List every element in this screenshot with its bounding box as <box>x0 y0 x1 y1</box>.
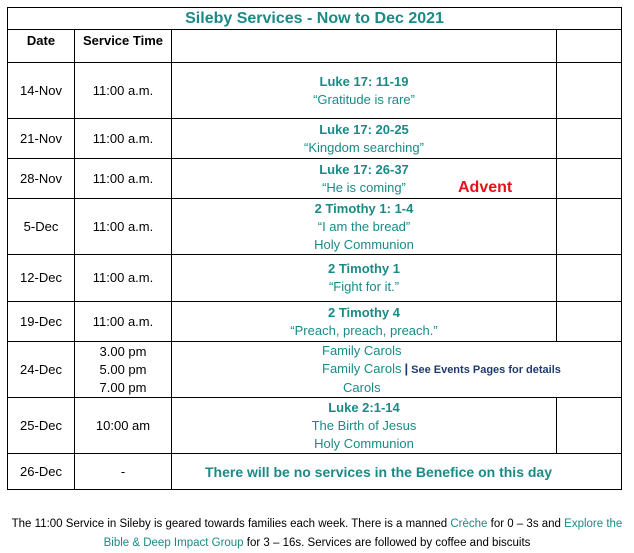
service-type: Holy Communion <box>314 435 414 451</box>
row-extra <box>557 302 622 342</box>
footer-text: The 11:00 Service in Sileby is geared towards families each week. There is a manned <box>11 518 451 530</box>
divider: | <box>404 361 409 376</box>
sermon-title: “Gratitude is rare” <box>313 91 415 107</box>
time-header: Service Time <box>75 30 172 63</box>
date-header: Date <box>8 30 75 63</box>
row-notice <box>172 454 622 490</box>
reading-reference: Luke 17: 11-19 <box>319 73 409 89</box>
reading-reference: 2 Timothy 1 <box>327 261 400 276</box>
row-time: 10:00 am <box>75 398 172 454</box>
sermon-title: “He is coming” <box>322 179 406 195</box>
reading-header <box>172 30 557 63</box>
row-extra <box>557 159 622 199</box>
row-date: 14-Nov <box>8 63 75 119</box>
sermon-title: “Fight for it.” <box>328 279 400 294</box>
row-reading <box>172 342 622 398</box>
table-row <box>8 454 622 490</box>
row-time: 11:00 a.m. <box>75 199 172 255</box>
row-reading <box>172 398 557 454</box>
row-reading <box>172 255 557 302</box>
no-services-notice: There will be no services in the Benefice on this day <box>205 463 552 480</box>
service-time: 7.00 pm <box>99 379 147 395</box>
row-date: 25-Dec <box>8 398 75 454</box>
service-type: Holy Communion <box>314 236 414 252</box>
footer-text: for 3 – 16s. Services are followed by coffee and biscuits <box>243 537 531 549</box>
sermon-title: “I am the bread” <box>317 218 411 234</box>
table-row <box>8 302 622 342</box>
table-row <box>8 255 622 302</box>
row-extra <box>557 119 622 159</box>
row-times <box>75 342 172 398</box>
row-time: 11:00 a.m. <box>75 63 172 119</box>
row-date: 26-Dec <box>8 454 75 490</box>
services-table <box>7 7 622 490</box>
row-extra <box>557 398 622 454</box>
sermon-title: “Preach, preach, preach.” <box>290 322 438 338</box>
service-time: 5.00 pm <box>99 361 147 377</box>
creche-link[interactable]: Crèche <box>450 518 488 530</box>
sermon-title: The Birth of Jesus <box>311 417 417 433</box>
row-extra <box>557 63 622 119</box>
service-type: Family Carols <box>322 361 402 376</box>
reading-reference: Luke 17: 20-25 <box>319 121 409 137</box>
table-row <box>8 119 622 159</box>
sermon-title: “Kingdom searching” <box>304 139 424 155</box>
service-type: Carols <box>343 380 381 395</box>
footer-note <box>0 515 634 553</box>
title-row <box>8 8 622 30</box>
reading-reference: Luke 2:1-14 <box>328 399 400 415</box>
explore-group-link[interactable]: Explore the Bible & Deep Impact Group <box>103 518 623 549</box>
table-row <box>8 159 622 199</box>
row-time: - <box>75 454 172 490</box>
row-time: 11:00 a.m. <box>75 302 172 342</box>
advent-label: Advent <box>458 179 513 196</box>
header-row <box>8 30 622 63</box>
row-extra <box>557 255 622 302</box>
reading-reference: Luke 17: 26-37 <box>319 161 409 177</box>
row-reading <box>172 63 557 119</box>
row-reading <box>172 119 557 159</box>
table-row <box>8 342 622 398</box>
table-row <box>8 398 622 454</box>
service-line-with-note <box>322 360 621 379</box>
reading-reference: 2 Timothy 1: 1-4 <box>314 200 414 216</box>
row-time: 11:00 a.m. <box>75 119 172 159</box>
row-date: 21-Nov <box>8 119 75 159</box>
service-type: Family Carols <box>322 343 402 358</box>
extra-header <box>557 30 622 63</box>
row-reading <box>172 159 557 199</box>
events-link[interactable]: See Events Pages for details <box>411 364 561 376</box>
row-reading <box>172 302 557 342</box>
table-row <box>8 63 622 119</box>
reading-reference: 2 Timothy 4 <box>327 304 400 320</box>
row-reading <box>172 199 557 255</box>
row-date: 19-Dec <box>8 302 75 342</box>
row-date: 5-Dec <box>8 199 75 255</box>
row-date: 12-Dec <box>8 255 75 302</box>
service-time: 3.00 pm <box>99 343 147 359</box>
footer-text: for 0 – 3s and <box>487 518 565 530</box>
row-extra <box>557 199 622 255</box>
row-date: 24-Dec <box>8 342 75 398</box>
page-title: Sileby Services - Now to Dec 2021 <box>8 8 622 30</box>
row-date: 28-Nov <box>8 159 75 199</box>
row-time: 11:00 a.m. <box>75 159 172 199</box>
row-time: 11:00 a.m. <box>75 255 172 302</box>
table-row <box>8 199 622 255</box>
